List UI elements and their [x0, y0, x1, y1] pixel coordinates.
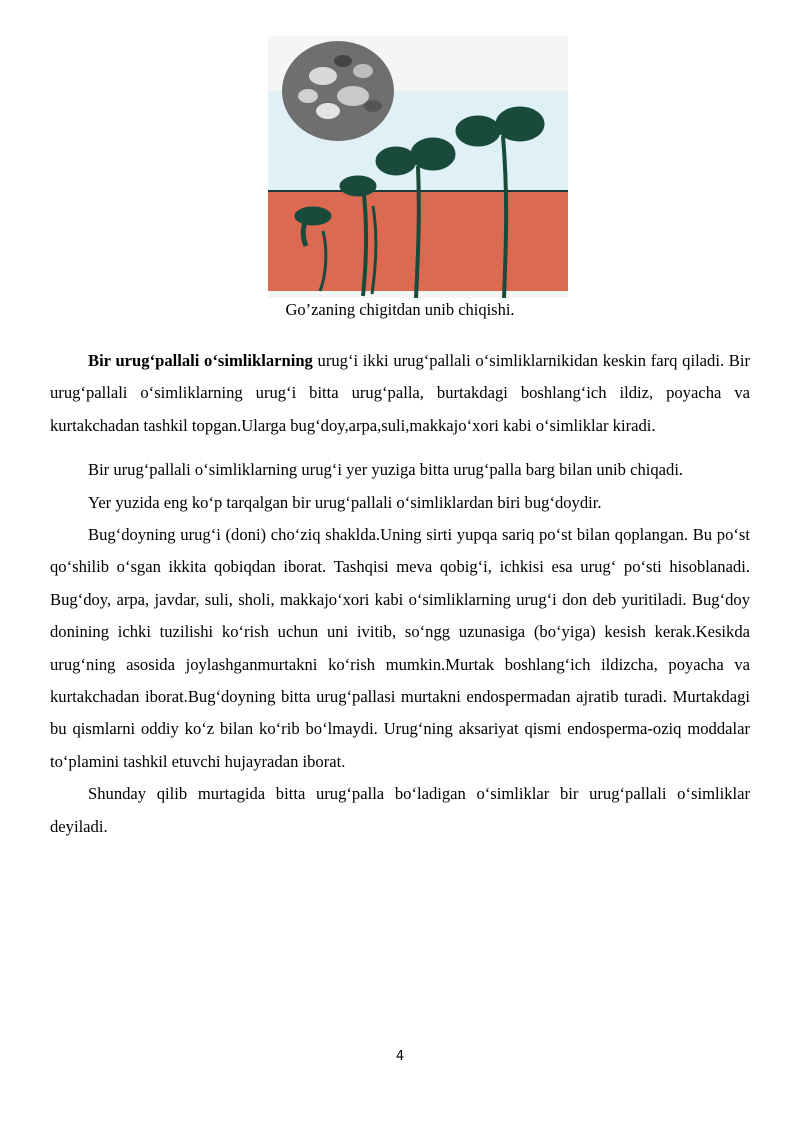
page-number: 4	[395, 1049, 405, 1064]
paragraph	[50, 345, 750, 442]
paragraph	[50, 778, 750, 843]
bold-term: Bir urug‘pallali o‘simliklarning	[88, 351, 313, 370]
paragraph-text: Shunday qilib murtagida bitta urug‘palla bo‘ladigan o‘simliklar bir urug‘pallali o‘simliklar deyiladi.	[50, 784, 750, 836]
paragraph	[50, 454, 750, 486]
seedling-figure	[268, 36, 568, 298]
paragraph	[50, 519, 750, 778]
paragraph-text: Yer yuzida eng ko‘p tarqalgan bir urug‘pallali o‘simliklardan biri bug‘doydir.	[88, 492, 602, 512]
paragraph-text: Bug‘doyning urug‘i (doni) cho‘ziq shaklda.Uning sirti yupqa sariq po‘st bilan qoplangan. Bu po‘st qo‘shilib o‘sgan ikkita qobiqdan iborat. Tashqisi meva qobig‘i, ichkisi esa urug‘ po‘sti hisoblanadi. Bug‘doy, arpa, javdar, suli, sholi, makkajo‘xori kabi o‘simliklarning urug‘i don deb yuritiladi. Bug‘doy donining ichki tuzilishi ko‘rish uchun uni ivitib, so‘ngg uzunasiga (bo‘yiga) kesish kerak.Kesikda urug‘ning asosida joylashganmurtakni ko‘rish mumkin.Murtak boshlang‘ich ildizcha, poyacha va kurtakchadan iborat.Bug‘doyning bitta urug‘pallasi murtakni endospermadan ajratib turadi. Murtakdagi bu qismlarni oddiy ko‘z bilan ko‘rib bo‘lmaydi. Urug‘ning aksariyat qismi endosperma-oziq moddalar to‘plamini tashkil etuvchi hujayradan iborat.	[50, 525, 750, 771]
cotton-seed-icon	[282, 41, 394, 141]
paragraph	[50, 487, 750, 519]
figure-caption: Go’zaning chigitdan unib chiqishi.	[285, 300, 515, 319]
paragraph-text: Bir urug‘pallali o‘simliklarning urug‘i yer yuziga bitta urug‘palla barg bilan unib chiqadi.	[88, 460, 684, 480]
seedling-illustration	[268, 36, 568, 298]
paragraph-text: urug‘i ikki urug‘pallali o‘simliklarnikidan keskin farq qiladi. Bir urug‘pallali o‘simliklarning urug‘i bitta urug‘palla, burtakdagi boshlang‘ich ildiz, poyacha va kurtakchadan tashkil topgan.Ularga bug‘doy,arpa,suli,makkajo‘xori kabi o‘simliklar kiradi.	[50, 351, 751, 435]
body-text	[50, 345, 750, 843]
